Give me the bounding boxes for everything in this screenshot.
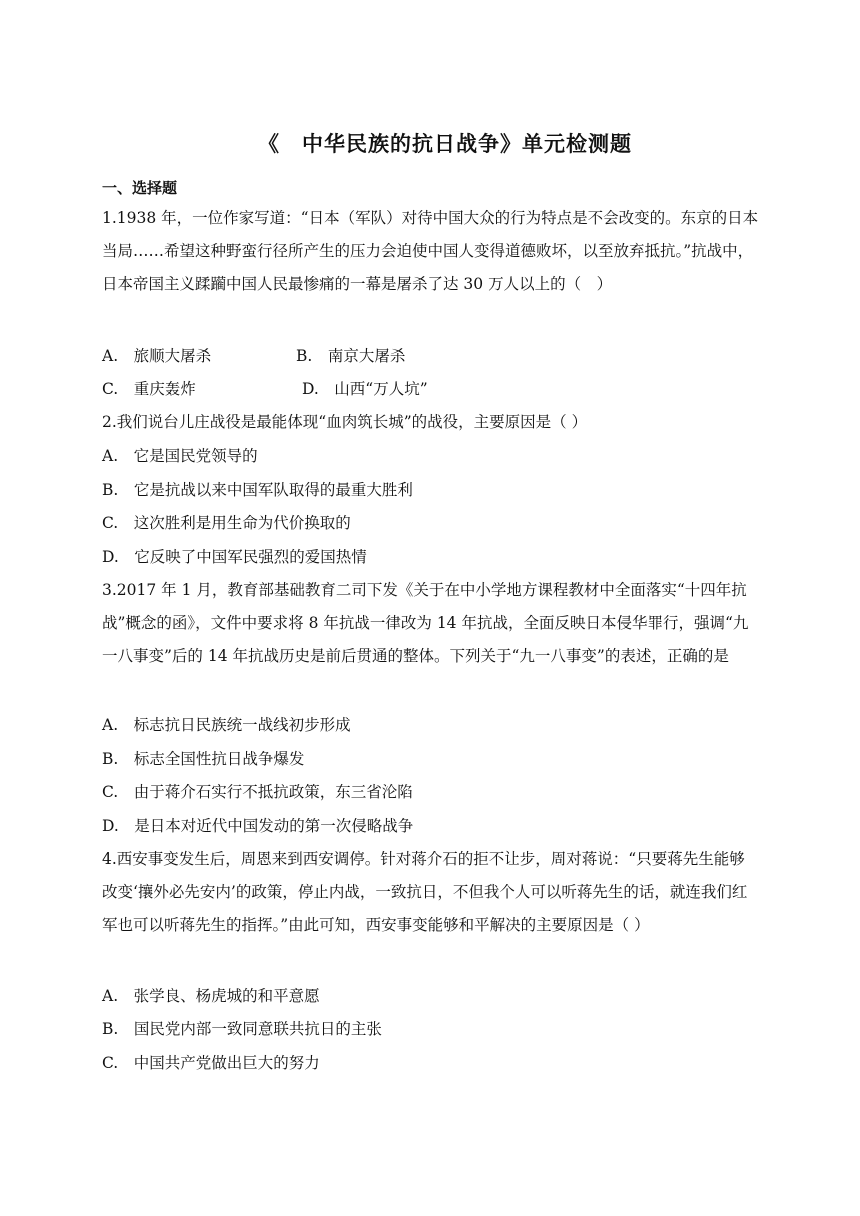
question-4-option-b: B. 国民党内部一致同意联共抗日的主张 [102, 1020, 382, 1038]
question-1-option-b: B. 南京大屠杀 [296, 347, 406, 365]
question-3-option-b: B. 标志全国性抗日战争爆发 [102, 750, 305, 768]
question-2-option-b: B. 它是抗战以来中国军队取得的最重大胜利 [102, 481, 413, 499]
question-2-stem: 2.我们说台儿庄战役是最能体现“血肉筑长城”的战役，主要原因是（ ） [102, 413, 588, 431]
question-3-option-a: A. 标志抗日民族统一战线初步形成 [102, 716, 351, 734]
question-4-stem: 4.西安事变发生后，周恩来到西安调停。针对蒋介石的拒不让步，周对蒋说：“只要蒋先生能够改变‘攘外必先安内’的政策，停止内战，一致抗日，不但我个人可以听蒋先生的话，就连我们红军也可以听蒋先生的指挥。”由此可知，西安事变能够和平解决的主要原因是（ ） [102, 850, 748, 934]
question-3-stem: 3.2017 年 1 月，教育部基础教育二司下发《关于在中小学地方课程教材中全面落实“十四年抗战”概念的函》，文件中要求将 8 年抗战一律改为 14 年抗战，全面反映日本侵华罪行，强调“九一八事变”后的 14 年抗战历史是前后贯通的整体。下列关于“九一八事变”的表述，正确的是 [102, 581, 749, 665]
document-title: 《 中华民族的抗日战争》单元检测题 [258, 131, 632, 156]
question-1-option-a: A. 旅顺大屠杀 [102, 347, 212, 365]
question-1-option-c: C. 重庆轰炸 [102, 380, 196, 398]
question-1-stem: 1.1938 年，一位作家写道：“日本（军队）对待中国大众的行为特点是不会改变的。东京的日本当局……希望这种野蛮行径所产生的压力会迫使中国人变得道德败坏，以至放弃抵抗。”抗战中，日本帝国主义蹂躏中国人民最惨痛的一幕是屠杀了达 30 万人以上的（ ） [102, 209, 759, 293]
question-3-option-d: D. 是日本对近代中国发动的第一次侵略战争 [102, 817, 414, 835]
question-4-option-a: A. 张学良、杨虎城的和平意愿 [102, 987, 320, 1005]
question-2-option-d: D. 它反映了中国军民强烈的爱国热情 [102, 548, 367, 566]
question-1-option-d: D. 山西“万人坑” [302, 380, 428, 398]
section-heading: 一、选择题 [102, 179, 178, 197]
question-4-option-c: C. 中国共产党做出巨大的努力 [102, 1054, 320, 1072]
question-2-option-a: A. 它是国民党领导的 [102, 447, 258, 465]
question-2-option-c: C. 这次胜利是用生命为代价换取的 [102, 514, 351, 532]
question-3-option-c: C. 由于蒋介石实行不抵抗政策，东三省沦陷 [102, 783, 413, 801]
